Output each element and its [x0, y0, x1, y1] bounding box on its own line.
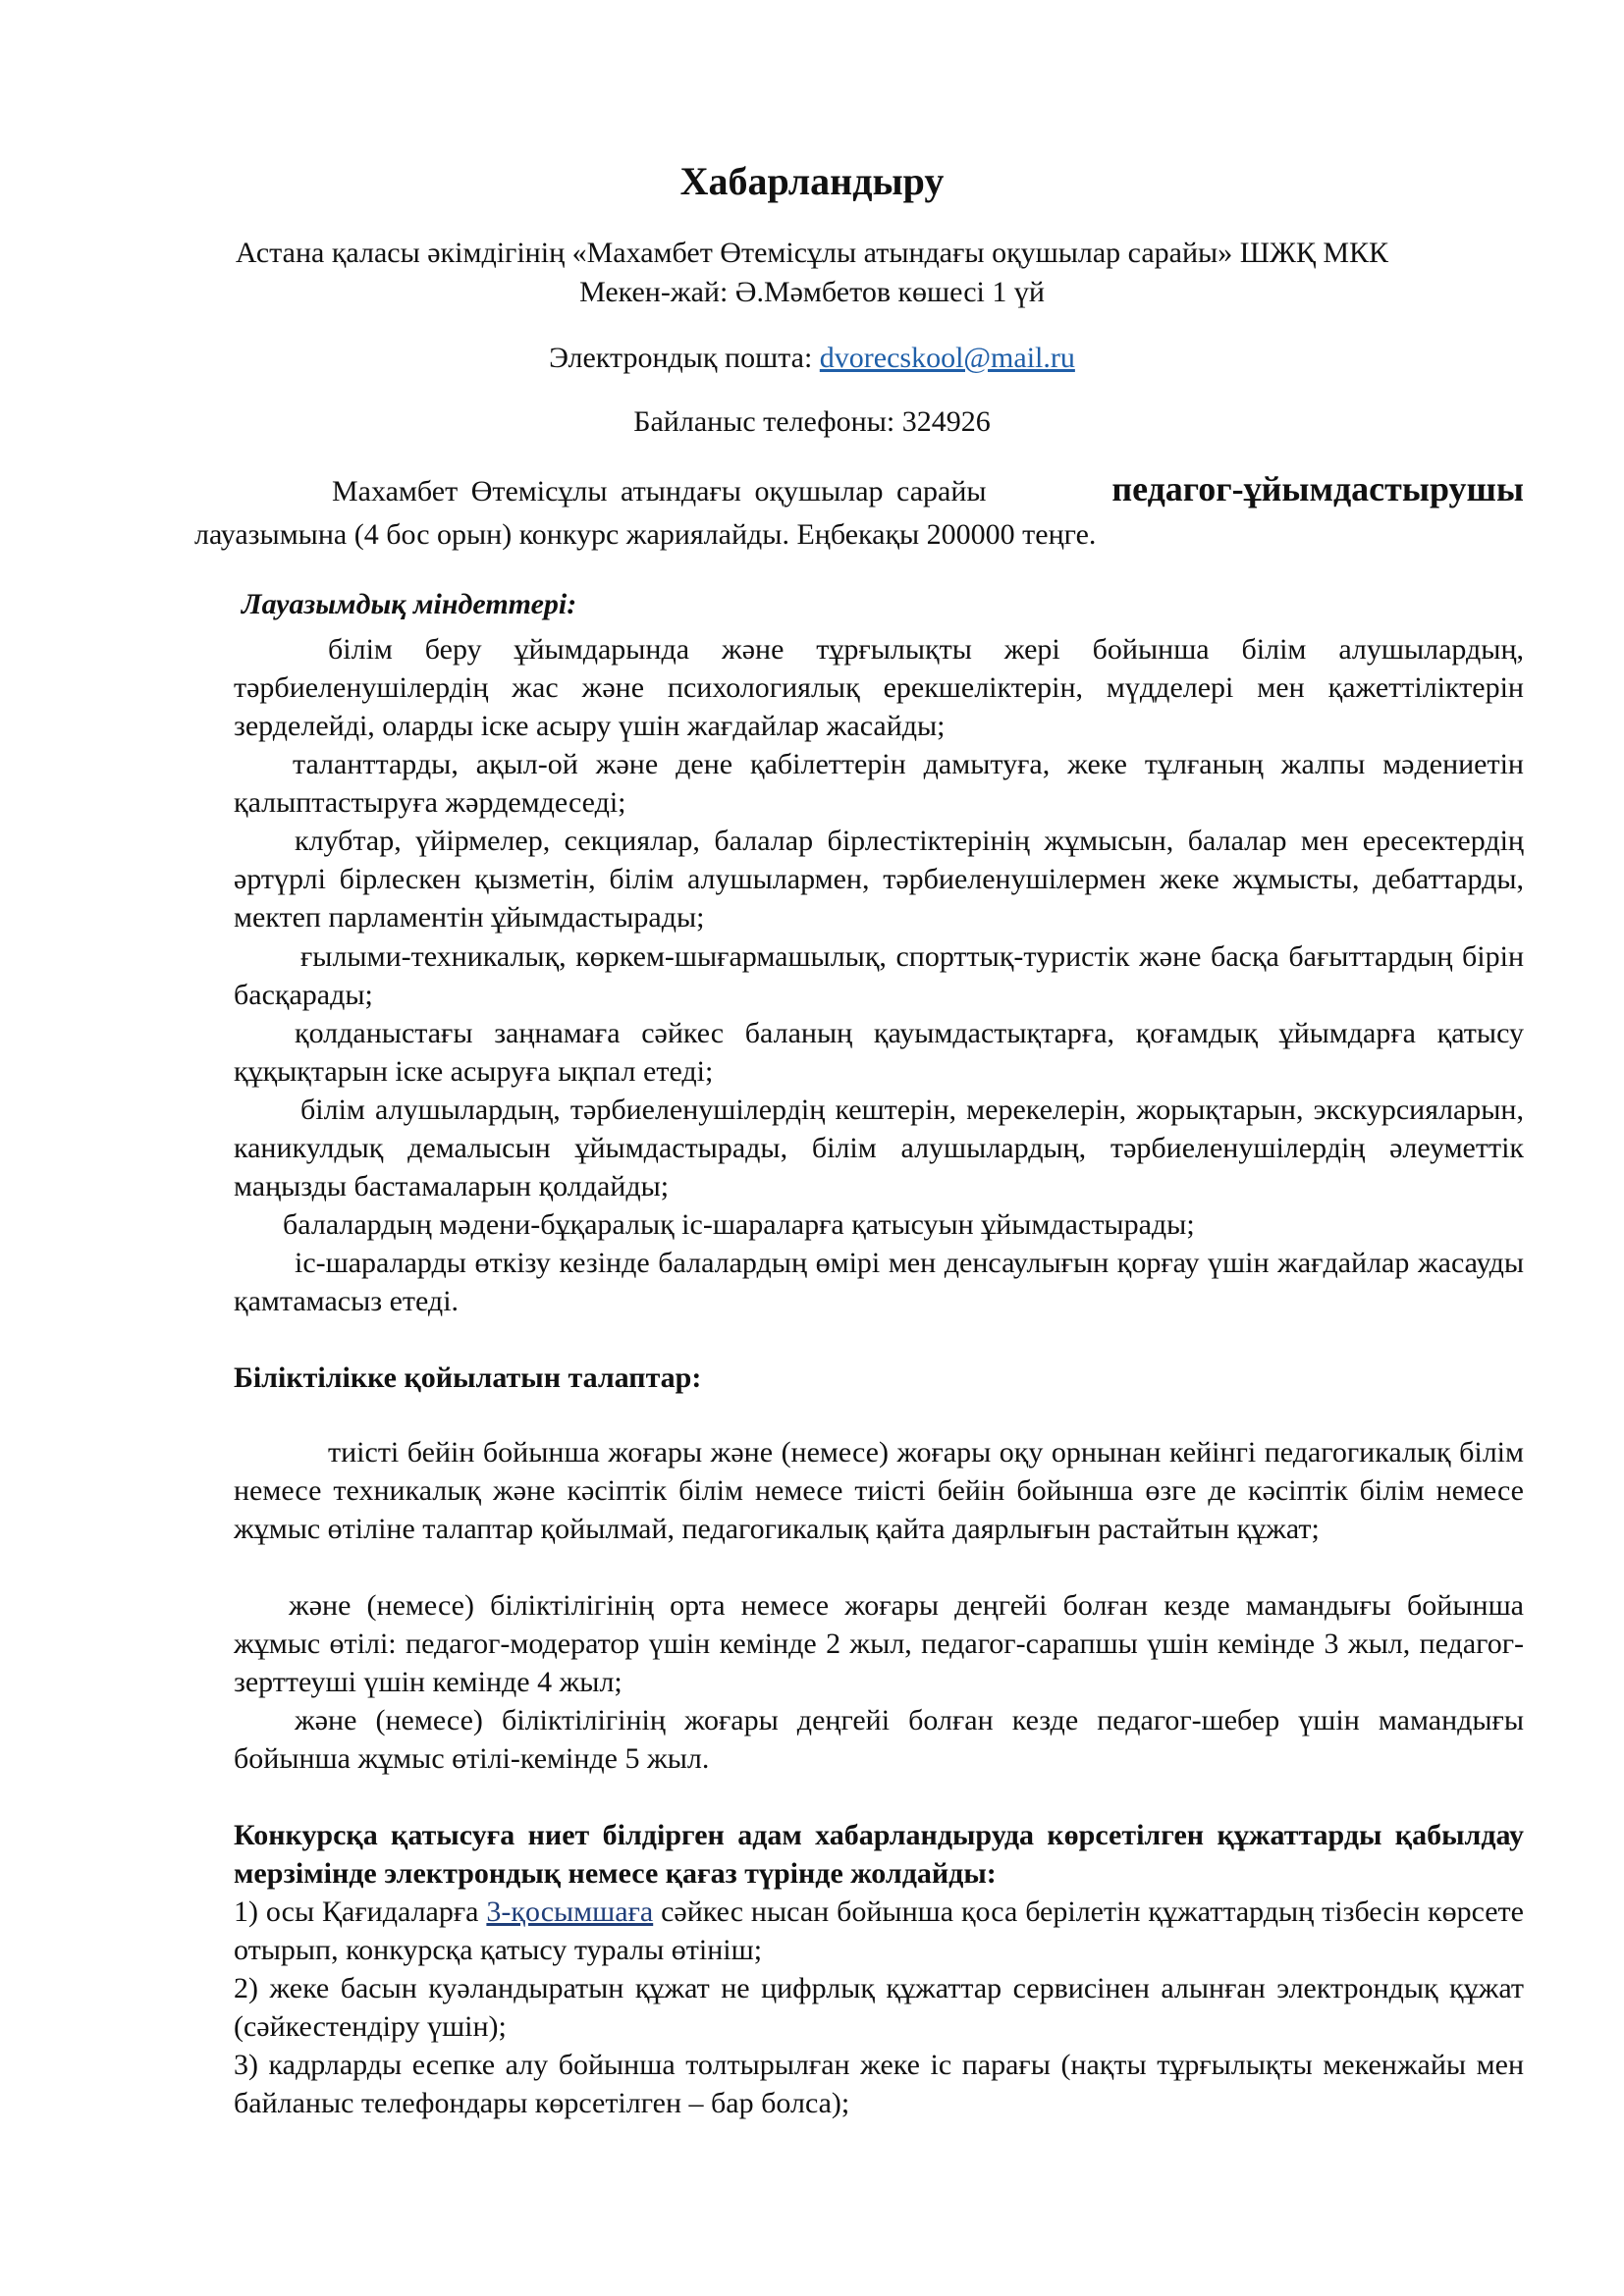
qualification-item: және (немесе) біліктілігінің орта немесе жоғары деңгейі болған кезде мамандығы бойынша жұмыс өтілі: педагог-модератор үшін кемінде 2 жыл, педагог-сарапшы үшін кемінде 3 жыл, педагог-зерттеуші үшін кемінде 4 жыл; — [234, 1589, 1524, 1698]
intro-paragraph — [194, 467, 1524, 557]
duty-item: ғылыми-техникалық, көркем-шығармашылық, спорттық-туристік және басқа бағыттардың бірін басқарады; — [234, 940, 1524, 1011]
duty-item: білім алушылардың, тәрбиеленушілердің кештерін, мерекелерін, жорықтарын, экскурсияларын, каникулдық демалысын ұйымдастырады, білім алушылардың, тәрбиеленушілердің әлеуметтік маңызды бастамаларын қолдайды; — [234, 1094, 1524, 1202]
document-item-1-post: сәйкес нысан бойынша қоса берілетін құжаттардың тізбесін көрсете отырып, конкурсқа қатысу туралы өтініш; — [234, 1896, 1524, 1966]
qualification-item: және (немесе) біліктілігінің жоғары деңгейі болған кезде педагог-шебер үшін мамандығы бойынша жұмыс өтілі-кемінде 5 жыл. — [234, 1704, 1524, 1775]
document-item-2: 2) жеке басын куәландыратын құжат не цифрлық құжаттар сервисінен алынған электрондық құжат (сәйкестендіру үшін); — [234, 1972, 1524, 2043]
page-title: Хабарландыру — [679, 159, 945, 203]
email-label: Электрондық пошта: — [549, 342, 820, 374]
phone-line: Байланыс телефоны: 324926 — [633, 405, 991, 438]
duty-item: клубтар, үйірмелер, секциялар, балалар бірлестіктерінің жұмысын, балалар мен ересектердің әртүрлі бірлескен қызметін, білім алушылармен, тәрбиеленушілермен жеке жұмысты, дебаттарды, мектеп парламентін ұйымдастырады; — [234, 825, 1524, 934]
qualification-item: тиісті бейін бойынша жоғары және (немесе) жоғары оқу орнынан кейінгі педагогикалық білім немесе техникалық және кәсіптік білім немесе тиісті бейін бойынша өзге де кәсіптік білім немесе жұмыс өтіліне талаптар қойылмай, педагогикалық қайта даярлығын растайтын құжат; — [234, 1436, 1524, 1545]
qualification-heading: Біліктілікке қойылатын талаптар: — [234, 1362, 702, 1394]
duty-item: таланттарды, ақыл-ой және дене қабілеттерін дамытуға, жеке тұлғаның жалпы мәдениетін қалыптастыруға жәрдемдеседі; — [234, 748, 1524, 819]
email-link[interactable]: dvorecskool@mail.ru — [819, 342, 1075, 374]
duty-item: білім беру ұйымдарында және тұрғылықты жері бойынша білім алушылардың, тәрбиеленушілердің жас және психологиялық ерекшеліктерін, мүдделері мен қажеттіліктерін зерделейді, оларды іске асыру үшін жағдайлар жасайды; — [234, 633, 1524, 742]
intro-text: Махамбет Өтемісұлы атындағы оқушылар сарайы — [332, 475, 987, 507]
document-item-1-pre: 1) осы Қағидаларға — [234, 1896, 487, 1928]
duties-heading: Лауазымдық міндеттері: — [242, 588, 577, 620]
email-line — [0, 339, 1624, 378]
duty-item: балалардың мәдени-бұқаралық іс-шараларға қатысуын ұйымдастырады; — [283, 1208, 1195, 1241]
appendix-3-link[interactable]: 3-қосымшаға — [486, 1896, 654, 1928]
duty-item: қолданыстағы заңнамаға сәйкес баланың қауымдастықтарға, қоғамдық ұйымдарға қатысу құқықтарын іске асыруға ықпал етеді; — [234, 1017, 1524, 1088]
document-item-1 — [234, 1893, 1524, 1969]
document-item-3: 3) кадрларды есепке алу бойынша толтырылған жеке іс парағы (нақты тұрғылықты мекенжайы мен байланыс телефондары көрсетілген – бар болса); — [234, 2049, 1524, 2119]
documents-heading: Конкурсқа қатысуға ниет білдірген адам хабарландыруда көрсетілген құжаттарды қабылдау мерзімінде электрондық немесе қағаз түрінде жолдайды: — [234, 1819, 1524, 1890]
position-title: педагог-ұйымдастырушы — [1111, 469, 1524, 508]
duty-item: іс-шараларды өткізу кезінде балалардың өмірі мен денсаулығын қорғау үшін жағдайлар жасауды қамтамасыз етеді. — [234, 1247, 1524, 1317]
intro-line-2: лауазымына (4 бос орын) конкурс жариялайды. Еңбекақы 200000 теңге. — [194, 518, 1097, 551]
address-line: Мекен-жай: Ә.Мәмбетов көшесі 1 үй — [579, 276, 1045, 308]
organization-line: Астана қаласы әкімдігінің «Махамбет Өтемісұлы атындағы оқушылар сарайы» ШЖҚ МКК — [235, 237, 1389, 269]
